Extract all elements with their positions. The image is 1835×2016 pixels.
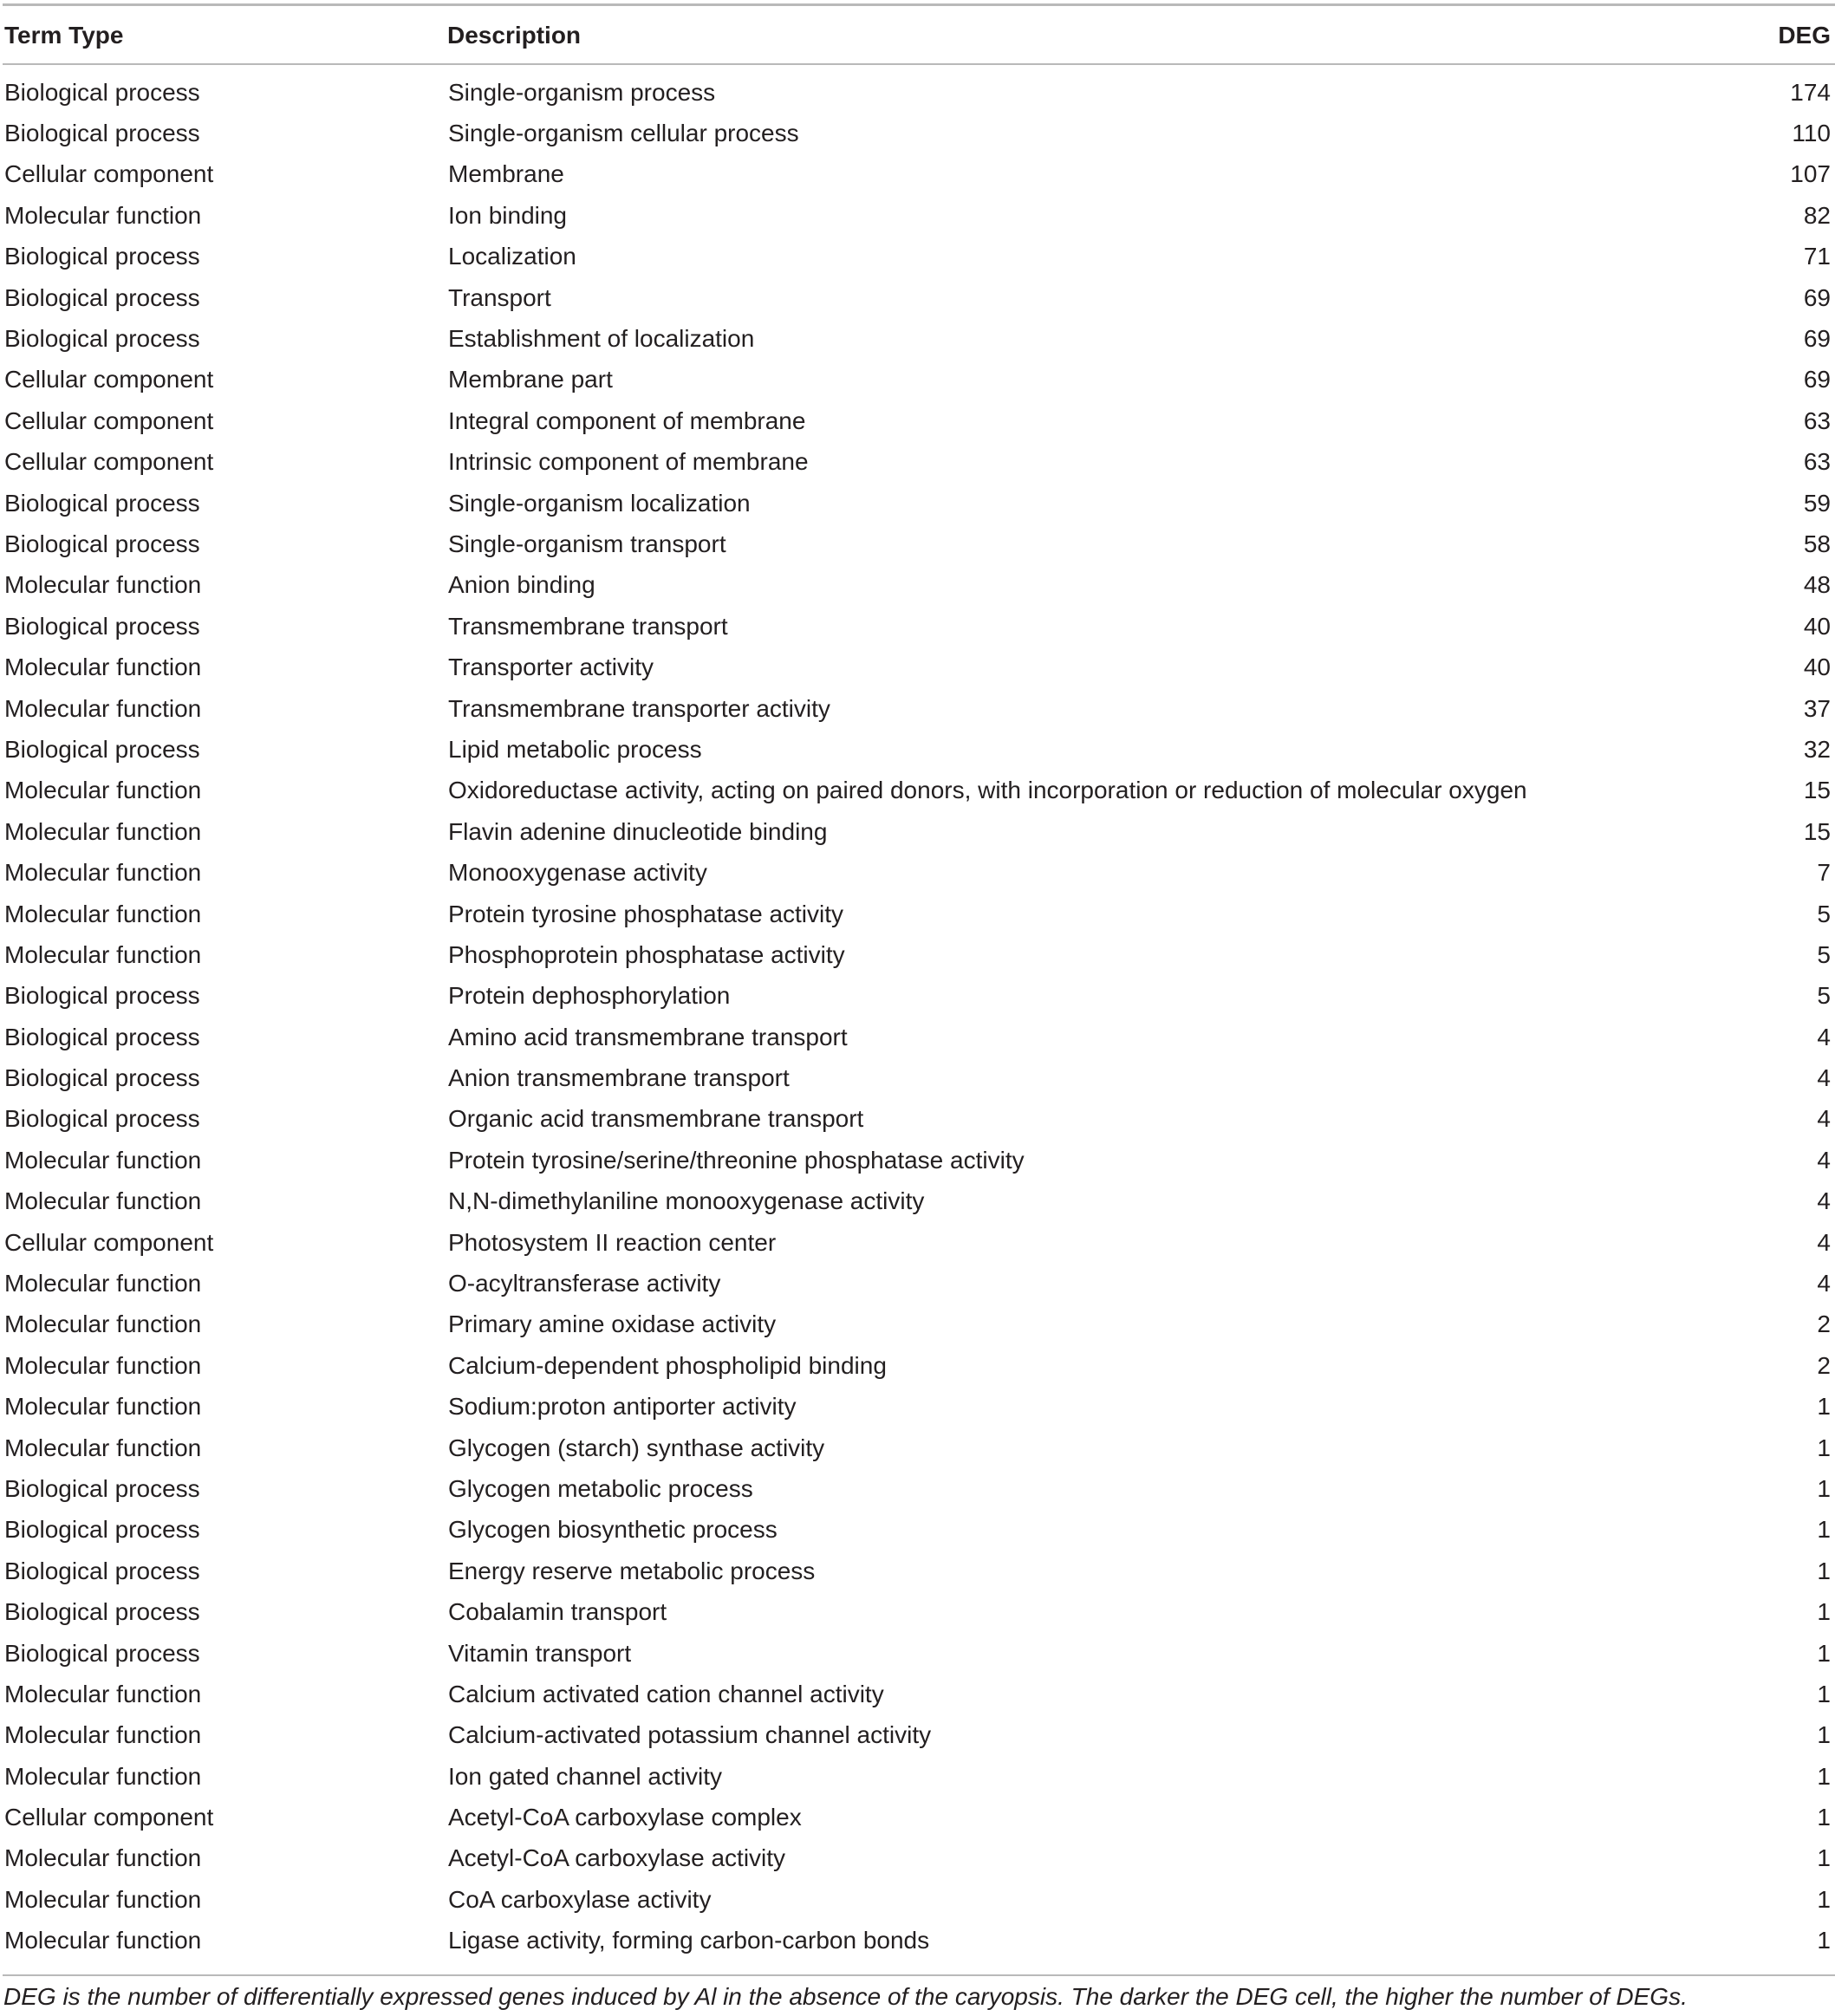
description-cell: Ligase activity, forming carbon-carbon bonds — [448, 1927, 930, 1954]
description-cell: Protein tyrosine phosphatase activity — [448, 900, 844, 927]
table-row — [0, 1797, 1835, 1837]
term-type-cell: Cellular component — [4, 366, 214, 393]
term-type-cell: Biological process — [4, 325, 200, 353]
term-type-cell: Biological process — [4, 612, 200, 640]
term-type-cell: Molecular function — [4, 1393, 202, 1421]
description-cell: Energy reserve metabolic process — [448, 1557, 816, 1584]
term-type-cell: Molecular function — [4, 1762, 202, 1790]
go-enrichment-table — [0, 7, 1835, 1961]
table-row — [0, 1140, 1835, 1180]
deg-cell: 5 — [1817, 940, 1831, 968]
deg-cell: 5 — [1817, 982, 1831, 1010]
term-type-cell: Biological process — [4, 120, 200, 147]
term-type-cell: Molecular function — [4, 777, 202, 804]
table-row — [0, 483, 1835, 524]
term-type-cell: Biological process — [4, 735, 200, 763]
description-cell: Transporter activity — [448, 654, 654, 681]
table-row — [0, 811, 1835, 852]
term-type-cell: Cellular component — [4, 1804, 214, 1831]
description-cell: Monooxygenase activity — [448, 859, 707, 887]
deg-cell: 15 — [1803, 817, 1831, 845]
deg-cell: 69 — [1803, 283, 1831, 311]
deg-cell: 1 — [1817, 1598, 1831, 1626]
description-cell: O-acyltransferase activity — [448, 1270, 721, 1297]
table-row — [0, 771, 1835, 811]
table-row — [0, 1345, 1835, 1386]
term-type-cell: Biological process — [4, 489, 200, 517]
table-row — [0, 1510, 1835, 1551]
table-row — [0, 1387, 1835, 1427]
description-cell: Single-organism cellular process — [448, 120, 799, 147]
table-row — [0, 277, 1835, 318]
description-cell: Glycogen biosynthetic process — [448, 1516, 778, 1544]
table-row — [0, 1921, 1835, 1961]
table-row — [0, 63, 1835, 113]
term-type-cell: Molecular function — [4, 1680, 202, 1707]
deg-cell: 1 — [1817, 1721, 1831, 1749]
description-cell: Protein dephosphorylation — [448, 982, 731, 1010]
table-row — [0, 565, 1835, 606]
description-cell: Photosystem II reaction center — [448, 1228, 777, 1256]
description-cell: Membrane part — [448, 366, 613, 393]
deg-cell: 4 — [1817, 1228, 1831, 1256]
description-cell: Vitamin transport — [448, 1639, 632, 1667]
table-row — [0, 606, 1835, 647]
description-cell: Membrane — [448, 160, 564, 188]
table-footnote: DEG is the number of differentially expressed genes induced by Al in the absence of the caryopsis. The darker the DEG cell, the higher the number of DEGs. — [3, 1983, 1688, 2010]
deg-cell: 32 — [1803, 735, 1831, 763]
description-cell: Transmembrane transport — [448, 612, 728, 640]
description-cell: N,N-dimethylaniline monooxygenase activity — [448, 1187, 925, 1215]
deg-cell: 63 — [1803, 448, 1831, 476]
header-row — [0, 7, 1835, 63]
deg-cell: 1 — [1817, 1474, 1831, 1502]
table-row — [0, 1222, 1835, 1263]
deg-cell: 48 — [1803, 571, 1831, 599]
description-cell: Localization — [448, 243, 576, 270]
table-row — [0, 442, 1835, 483]
term-type-cell: Cellular component — [4, 448, 214, 476]
table-row — [0, 1551, 1835, 1591]
table-row — [0, 154, 1835, 195]
deg-cell: 69 — [1803, 366, 1831, 393]
table-row — [0, 1099, 1835, 1140]
deg-cell: 58 — [1803, 530, 1831, 557]
description-cell: Anion binding — [448, 571, 595, 599]
table-row — [0, 400, 1835, 441]
deg-cell: 1 — [1817, 1434, 1831, 1461]
description-cell: Primary amine oxidase activity — [448, 1310, 777, 1338]
term-type-cell: Biological process — [4, 1474, 200, 1502]
deg-cell: 40 — [1803, 612, 1831, 640]
deg-cell: 4 — [1817, 1146, 1831, 1174]
deg-cell: 1 — [1817, 1516, 1831, 1544]
table-row — [0, 195, 1835, 236]
deg-cell: 1 — [1817, 1762, 1831, 1790]
term-type-cell: Molecular function — [4, 1187, 202, 1215]
description-cell: Ion gated channel activity — [448, 1762, 722, 1790]
deg-cell: 4 — [1817, 1023, 1831, 1050]
table-row — [0, 1181, 1835, 1222]
deg-cell: 1 — [1817, 1557, 1831, 1584]
table-row — [0, 729, 1835, 770]
table-row — [0, 318, 1835, 359]
term-type-cell: Biological process — [4, 1064, 200, 1092]
term-type-cell: Biological process — [4, 1023, 200, 1050]
description-cell: Single-organism localization — [448, 489, 751, 517]
deg-cell: 2 — [1817, 1351, 1831, 1379]
deg-cell: 4 — [1817, 1064, 1831, 1092]
term-type-cell: Cellular component — [4, 160, 214, 188]
table-row — [0, 1715, 1835, 1756]
description-cell: Cobalamin transport — [448, 1598, 667, 1626]
description-cell: Acetyl-CoA carboxylase activity — [448, 1844, 786, 1872]
deg-cell: 1 — [1817, 1393, 1831, 1421]
table-row — [0, 1468, 1835, 1509]
table-body — [0, 63, 1835, 1961]
table-row — [0, 647, 1835, 687]
term-type-cell: Molecular function — [4, 571, 202, 599]
deg-cell: 1 — [1817, 1804, 1831, 1831]
term-type-cell: Molecular function — [4, 1844, 202, 1872]
term-type-cell: Molecular function — [4, 654, 202, 681]
term-type-cell: Molecular function — [4, 201, 202, 229]
table-row — [0, 1304, 1835, 1345]
description-cell: Single-organism transport — [448, 530, 726, 557]
deg-cell: 15 — [1803, 777, 1831, 804]
table-row — [0, 1017, 1835, 1057]
description-cell: Acetyl-CoA carboxylase complex — [448, 1804, 802, 1831]
term-type-cell: Molecular function — [4, 940, 202, 968]
term-type-cell: Molecular function — [4, 1146, 202, 1174]
table-header — [0, 7, 1835, 63]
description-cell: Amino acid transmembrane transport — [448, 1023, 848, 1050]
deg-cell: 4 — [1817, 1270, 1831, 1297]
term-type-cell: Biological process — [4, 530, 200, 557]
term-type-cell: Biological process — [4, 1105, 200, 1133]
description-cell: Anion transmembrane transport — [448, 1064, 790, 1092]
deg-cell: 5 — [1817, 900, 1831, 927]
description-cell: Flavin adenine dinucleotide binding — [448, 817, 828, 845]
deg-cell: 1 — [1817, 1639, 1831, 1667]
deg-cell: 110 — [1792, 120, 1831, 147]
table-row — [0, 360, 1835, 400]
term-type-cell: Biological process — [4, 1598, 200, 1626]
term-type-cell: Biological process — [4, 78, 200, 106]
deg-cell: 1 — [1817, 1885, 1831, 1913]
term-type-cell: Molecular function — [4, 900, 202, 927]
table-row — [0, 1879, 1835, 1920]
table-row — [0, 1838, 1835, 1879]
description-cell: Calcium-activated potassium channel activity — [448, 1721, 932, 1749]
table-row — [0, 688, 1835, 729]
term-type-cell: Biological process — [4, 1516, 200, 1544]
deg-cell: 1 — [1817, 1927, 1831, 1954]
description-cell: Integral component of membrane — [448, 406, 806, 434]
term-type-cell: Cellular component — [4, 406, 214, 434]
table-row — [0, 524, 1835, 564]
description-cell: Calcium-dependent phospholipid binding — [448, 1351, 887, 1379]
description-cell: Glycogen (starch) synthase activity — [448, 1434, 825, 1461]
description-cell: Calcium activated cation channel activity — [448, 1680, 884, 1707]
description-cell: Intrinsic component of membrane — [448, 448, 809, 476]
table-row — [0, 934, 1835, 975]
deg-cell: 174 — [1790, 78, 1831, 106]
term-type-cell: Molecular function — [4, 817, 202, 845]
description-cell: Oxidoreductase activity, acting on paired donors, with incorporation or reduction of molecular oxygen — [448, 777, 1527, 804]
table-row — [0, 113, 1835, 153]
deg-cell: 7 — [1817, 859, 1831, 887]
deg-cell: 71 — [1803, 243, 1831, 270]
deg-cell: 37 — [1803, 694, 1831, 722]
deg-cell: 1 — [1817, 1844, 1831, 1872]
description-cell: Lipid metabolic process — [448, 735, 702, 763]
description-cell: Transmembrane transporter activity — [448, 694, 830, 722]
table-row — [0, 237, 1835, 277]
term-type-cell: Biological process — [4, 243, 200, 270]
table-row — [0, 894, 1835, 934]
description-cell: Organic acid transmembrane transport — [448, 1105, 864, 1133]
deg-cell: 69 — [1803, 325, 1831, 353]
term-type-cell: Molecular function — [4, 1351, 202, 1379]
deg-cell: 4 — [1817, 1105, 1831, 1133]
term-type-cell: Cellular component — [4, 1228, 214, 1256]
description-cell: Protein tyrosine/serine/threonine phosphatase activity — [448, 1146, 1025, 1174]
description-cell: Phosphoprotein phosphatase activity — [448, 940, 845, 968]
table-row — [0, 1057, 1835, 1098]
term-type-cell: Biological process — [4, 982, 200, 1010]
term-type-cell: Molecular function — [4, 1270, 202, 1297]
table-row — [0, 976, 1835, 1017]
term-type-cell: Molecular function — [4, 859, 202, 887]
description-cell: Ion binding — [448, 201, 568, 229]
deg-cell: 4 — [1817, 1187, 1831, 1215]
description-cell: CoA carboxylase activity — [448, 1885, 712, 1913]
description-cell: Glycogen metabolic process — [448, 1474, 753, 1502]
deg-cell: 63 — [1803, 406, 1831, 434]
deg-cell: 82 — [1803, 201, 1831, 229]
term-type-cell: Molecular function — [4, 1721, 202, 1749]
term-type-cell: Biological process — [4, 1639, 200, 1667]
description-cell: Sodium:proton antiporter activity — [448, 1393, 797, 1421]
table-row — [0, 1756, 1835, 1797]
table-row — [0, 1633, 1835, 1674]
column-header-description: Description — [447, 21, 582, 49]
term-type-cell: Molecular function — [4, 694, 202, 722]
deg-cell: 107 — [1790, 160, 1831, 188]
table-row — [0, 1263, 1835, 1304]
table-row — [0, 1674, 1835, 1714]
term-type-cell: Molecular function — [4, 1927, 202, 1954]
column-header-term-type: Term Type — [4, 21, 124, 49]
deg-cell: 59 — [1803, 489, 1831, 517]
column-header-deg: DEG — [1778, 21, 1831, 49]
description-cell: Establishment of localization — [448, 325, 755, 353]
term-type-cell: Molecular function — [4, 1434, 202, 1461]
deg-cell: 1 — [1817, 1680, 1831, 1707]
description-cell: Single-organism process — [448, 78, 716, 106]
term-type-cell: Molecular function — [4, 1310, 202, 1338]
deg-cell: 40 — [1803, 654, 1831, 681]
description-cell: Transport — [448, 283, 551, 311]
deg-cell: 2 — [1817, 1310, 1831, 1338]
table-row — [0, 1591, 1835, 1632]
term-type-cell: Biological process — [4, 1557, 200, 1584]
term-type-cell: Molecular function — [4, 1885, 202, 1913]
bottom-rule — [3, 1974, 1835, 1976]
table-row — [0, 1427, 1835, 1468]
term-type-cell: Biological process — [4, 283, 200, 311]
top-rule — [3, 3, 1835, 6]
table-row — [0, 852, 1835, 893]
